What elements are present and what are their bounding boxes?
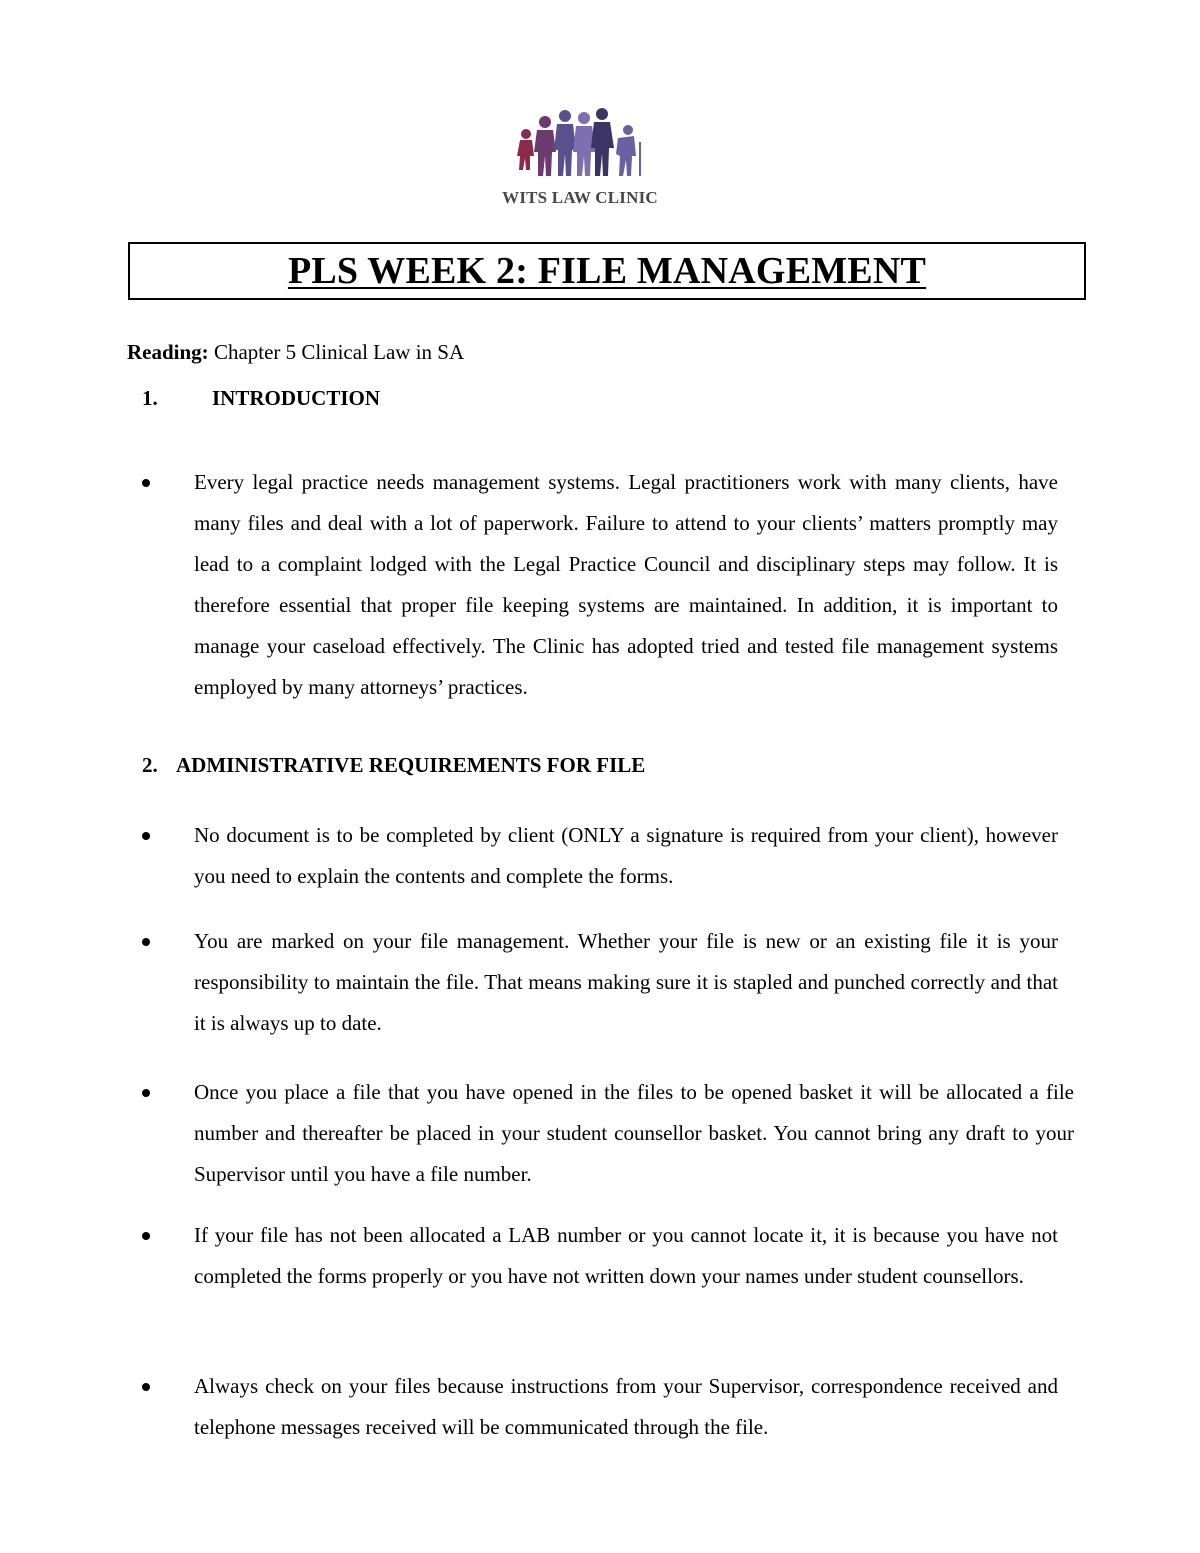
section-2-number: 2.: [142, 753, 158, 777]
section-2-heading: ADMINISTRATIVE REQUIREMENTS FOR FILE: [176, 753, 646, 777]
list-item: Always check on your files because instructions from your Supervisor, correspondence received and telephone messages received will be communicated through the file.: [194, 1366, 1058, 1448]
reading-text: Chapter 5 Clinical Law in SA: [208, 340, 465, 364]
wits-law-clinic-logo: [490, 104, 670, 214]
list-item: No document is to be completed by client (ONLY a signature is required from your client), however you need to explain the contents and complete the forms.: [194, 815, 1058, 897]
reading-label: Reading:: [127, 340, 209, 364]
list-item: Every legal practice needs management systems. Legal practitioners work with many clients, have many files and deal with a lot of paperwork. Failure to attend to your clients’ matters promptly may lead to a complaint lodged with the Legal Practice Council and disciplinary steps may follow. It is therefore essential that proper file keeping systems are maintained. In addition, it is important to manage your caseload effectively. The Clinic has adopted tried and tested file management systems employed by many attorneys’ practices.: [194, 462, 1058, 708]
list-item: If your file has not been allocated a LAB number or you cannot locate it, it is because you have not completed the forms properly or you have not written down your names under student counsellors.: [194, 1215, 1058, 1297]
logo-text: WITS LAW CLINIC: [502, 188, 658, 207]
section-1-heading: INTRODUCTION: [212, 386, 381, 410]
title-box: [128, 242, 1086, 300]
people-silhouette-icon: [490, 104, 670, 184]
list-item: You are marked on your file management. Whether your file is new or an existing file it is your responsibility to maintain the file. That means making sure it is stapled and punched correctly and that it is always up to date.: [194, 921, 1058, 1044]
section-1-number: 1.: [142, 386, 158, 410]
list-item: Once you place a file that you have opened in the files to be opened basket it will be allocated a file number and thereafter be placed in your student counsellor basket. You cannot bring any draft to your Supervisor until you have a file number.: [194, 1072, 1074, 1195]
reading-line: [127, 340, 464, 365]
page-title: PLS WEEK 2: FILE MANAGEMENT: [287, 250, 927, 292]
